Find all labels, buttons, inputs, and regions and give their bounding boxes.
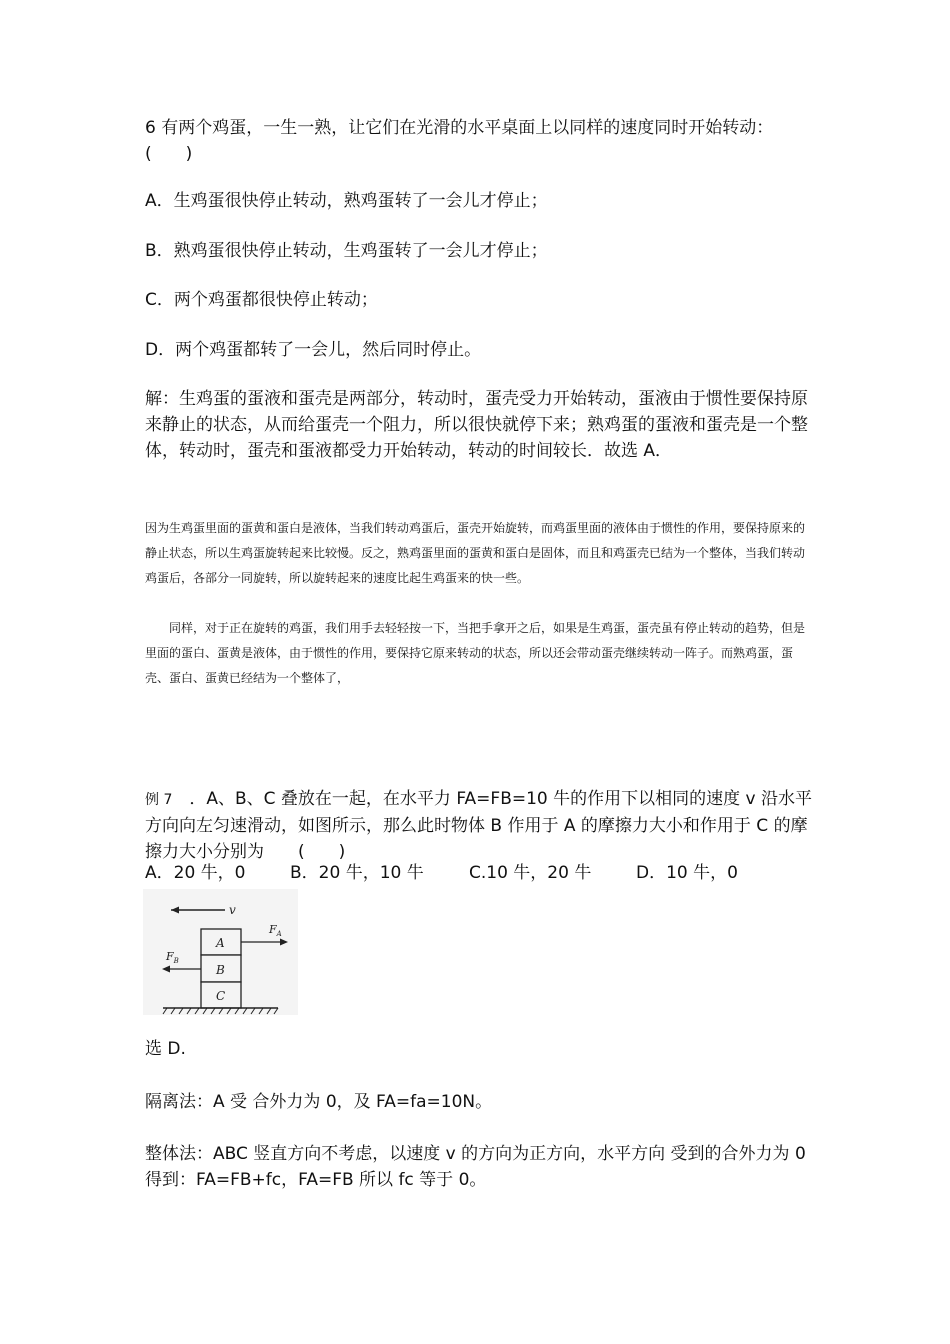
example-7-text: ．A、B、C 叠放在一起，在水平力 FA=FB=10 牛的作用下以相同的速度 v 沿水平方向向左匀速滑动，如图所示，那么此时物体 B 作用于 A 的摩擦力大小和作用于 C 的摩擦力大小分别为 ( ): [145, 789, 813, 862]
ground-hatching: [163, 1008, 278, 1014]
velocity-arrowhead: [171, 907, 179, 914]
stacked-blocks-figure: [143, 889, 298, 1015]
example-7-answer: 选 D.: [145, 1039, 186, 1059]
question-6-option-d: D．两个鸡蛋都转了一会儿，然后同时停止。: [145, 340, 482, 360]
force-b-subscript: B: [173, 957, 179, 965]
example-7-option-c: C.10 牛，20 牛: [469, 863, 592, 883]
example-7-option-b: B．20 牛，10 牛: [290, 863, 424, 883]
example-7-label: 例 7: [145, 792, 173, 808]
force-a-arrowhead: [280, 939, 288, 946]
question-6-explanation-1: 因为生鸡蛋里面的蛋黄和蛋白是液体，当我们转动鸡蛋后，蛋壳开始旋转，而鸡蛋里面的液体由于惯性的作用，要保持原来的静止状态，所以生鸡蛋旋转起来比较慢。反之，熟鸡蛋里面的蛋黄和蛋白是固体，而且和鸡蛋壳已结为一个整体，当我们转动鸡蛋后，各部分一同旋转，所以旋转起来的速度比起生鸡蛋来的快一些。: [145, 521, 806, 585]
force-a-subscript: A: [276, 930, 282, 938]
example-7-stem: [145, 786, 815, 865]
question-6-explanation-2: 同样，对于正在旋转的鸡蛋，我们用手去轻轻按一下，当把手拿开之后，如果是生鸡蛋，蛋壳虽有停止转动的趋势，但是里面的蛋白、蛋黄是液体，由于惯性的作用，要保持它原来转动的状态，所以还会带动蛋壳继续转动一阵子。而熟鸡蛋，蛋壳、蛋白、蛋黄已经结为一个整体了，: [145, 621, 806, 685]
question-6-stem: 6 有两个鸡蛋，一生一熟，让它们在光滑的水平桌面上以同样的速度同时开始转动：( ): [145, 118, 774, 164]
example-7-isolation-method: 隔离法：A 受 合外力为 0，及 FA=fa=10N。: [145, 1092, 493, 1112]
block-c-label: C: [216, 989, 226, 1003]
question-6-option-b: B．熟鸡蛋很快停止转动，生鸡蛋转了一会儿才停止；: [145, 241, 548, 261]
block-a-label: A: [216, 936, 225, 950]
force-b-label: [165, 950, 179, 965]
force-b-symbol: F: [166, 950, 174, 963]
block-b-label: B: [216, 963, 225, 977]
force-b-arrowhead: [162, 966, 170, 973]
example-7-option-d: D．10 牛，0: [636, 863, 738, 883]
question-6-option-c: C．两个鸡蛋都很快停止转动；: [145, 290, 378, 310]
question-6-option-a: A．生鸡蛋很快停止转动，熟鸡蛋转了一会儿才停止；: [145, 191, 548, 211]
example-7-whole-method: 整体法：ABC 竖直方向不考虑，以速度 v 的方向为正方向，水平方向 受到的合外力为 0 得到：FA=FB+fc，FA=FB 所以 fc 等于 0。: [145, 1144, 806, 1190]
question-6-solution: 解：生鸡蛋的蛋液和蛋壳是两部分，转动时，蛋壳受力开始转动，蛋液由于惯性要保持原来静止的状态，从而给蛋壳一个阻力，所以很快就停下来；熟鸡蛋的蛋液和蛋壳是一个整体，转动时，蛋壳和蛋液都受力开始转动，转动的时间较长．故选 A．: [145, 389, 808, 461]
velocity-label: v: [229, 903, 236, 917]
example-7-option-a: A．20 牛，0: [145, 863, 246, 883]
stacked-blocks-diagram: [143, 889, 298, 1015]
force-a-label: [268, 923, 282, 938]
force-a-symbol: F: [269, 923, 277, 936]
